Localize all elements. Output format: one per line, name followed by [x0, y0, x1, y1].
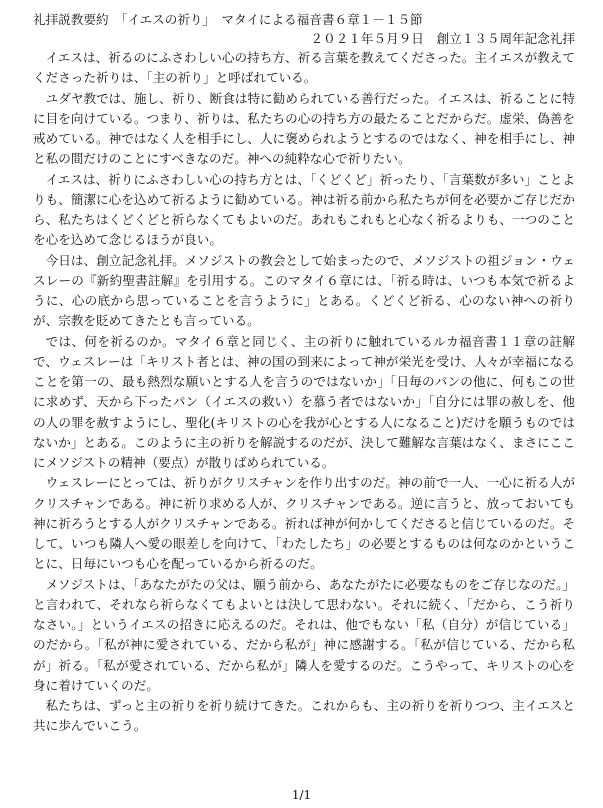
- paragraph: イエスは、祈るのにふさわしい心の持ち方、祈る言葉を教えてくださった。主イエスが教えてくださった祈りは、「主の祈り」と呼ばれている。: [33, 50, 575, 86]
- page-number: 1/1: [291, 788, 312, 802]
- paragraph: 私たちは、ずっと主の祈りを祈り続けてきた。これからも、主の祈りを祈りつつ、主イエスと共に歩んでいこう。: [33, 698, 575, 734]
- sermon-title: 礼拝説教要約 「イエスの祈り」 マタイによる福音書６章１－１５節: [33, 12, 423, 27]
- document-page: [33, 10, 575, 737]
- paragraph: メソジストは、「あなたがたの父は、願う前から、あなたがたに必要なものをご存じなのだ。」と言われて、それなら祈らなくてもよいとは決して思わない。それに続く、「だから、こう祈りなさい。」というイエスの招きに応えるのだ。それは、他でもない「私（自分）が信じている」のだから。「私が神に愛されている、だから私が」神に感謝する。「私が信じている、だから私が」祈る。「私が愛されている、だから私が」隣人を愛するのだ。こうやって、キリストの心を身に着けていくのだ。: [33, 576, 575, 693]
- paragraph: イエスは、祈りにふさわしい心の持ち方とは、「くどくど」祈ったり、「言葉数が多い」ことよりも、簡潔に心を込めて祈るように勧めている。神は祈る前から私たちが何を必要かご存じだから、私たちはくどくどと祈らなくてもよいのだ。あれもこれもと心なく祈るよりも、一つのことを心を込めて念じるほうが良い。: [33, 171, 576, 248]
- paragraph: では、何を祈るのか。マタイ６章と同じく、主の祈りに触れているルカ福音書１１章の註解で、ウェスレーは「キリスト者とは、神の国の到来によって神が栄光を受け、人々が幸福になることを第一の、最も熱烈な願いとする人を言うのではないか」「日毎のパンの他に、何もこの世に求めず、天から下ったパン（イエスの救い）を慕う者ではないか」「自分には罪の赦しを、他の人の罪を赦すようにし、聖化(キリストの心を我が心とする人になること)だけを願うものではないか」とある。このように主の祈りを解説するのだが、決して難解な言葉はなく、まさにここにメソジストの精神（要点）が散りばめられている。: [33, 333, 575, 470]
- sermon-body: [33, 48, 575, 737]
- sermon-date: ２０２１年５月９日 創立１３５周年記念礼拝: [310, 31, 575, 46]
- paragraph: ユダヤ教では、施し、祈り、断食は特に勧められている善行だった。イエスは、祈ることに特に目を向けている。つまり、祈りは、私たちの心の持ち方の最たることだからだ。虚栄、偽善を戒めている。神ではなく人を相手にし、人に褒められようとするのではなく、神を相手にし、神と私の間だけのことにすべきなのだ。神への純粋な心で祈りたい。: [33, 90, 576, 167]
- paragraph: 今日は、創立記念礼拝。メソジストの教会として始まったので、メソジストの祖ジョン・ウェスレーの『新約聖書註解』を引用する。このマタイ６章には、「祈る時は、いつも本気で祈るように、心の底から思っていることを言うように」とある。くどくど祈る、心のない神への祈りが、宗教を貶めてきたとも言っている。: [33, 252, 575, 329]
- paragraph: ウェスレーにとっては、祈りがクリスチャンを作り出すのだ。神の前で一人、一心に祈る人がクリスチャンである。神に祈り求める人が、クリスチャンである。逆に言うと、放っておいても神に祈ろうとする人がクリスチャンである。祈れば神が何かしてくださると信じているのだ。そして、いつも隣人へ愛の眼差しを向けて、「わたしたち」の必要とするものは何なのかということに、日毎にいつも心を配っているから祈るのだ。: [33, 475, 575, 572]
